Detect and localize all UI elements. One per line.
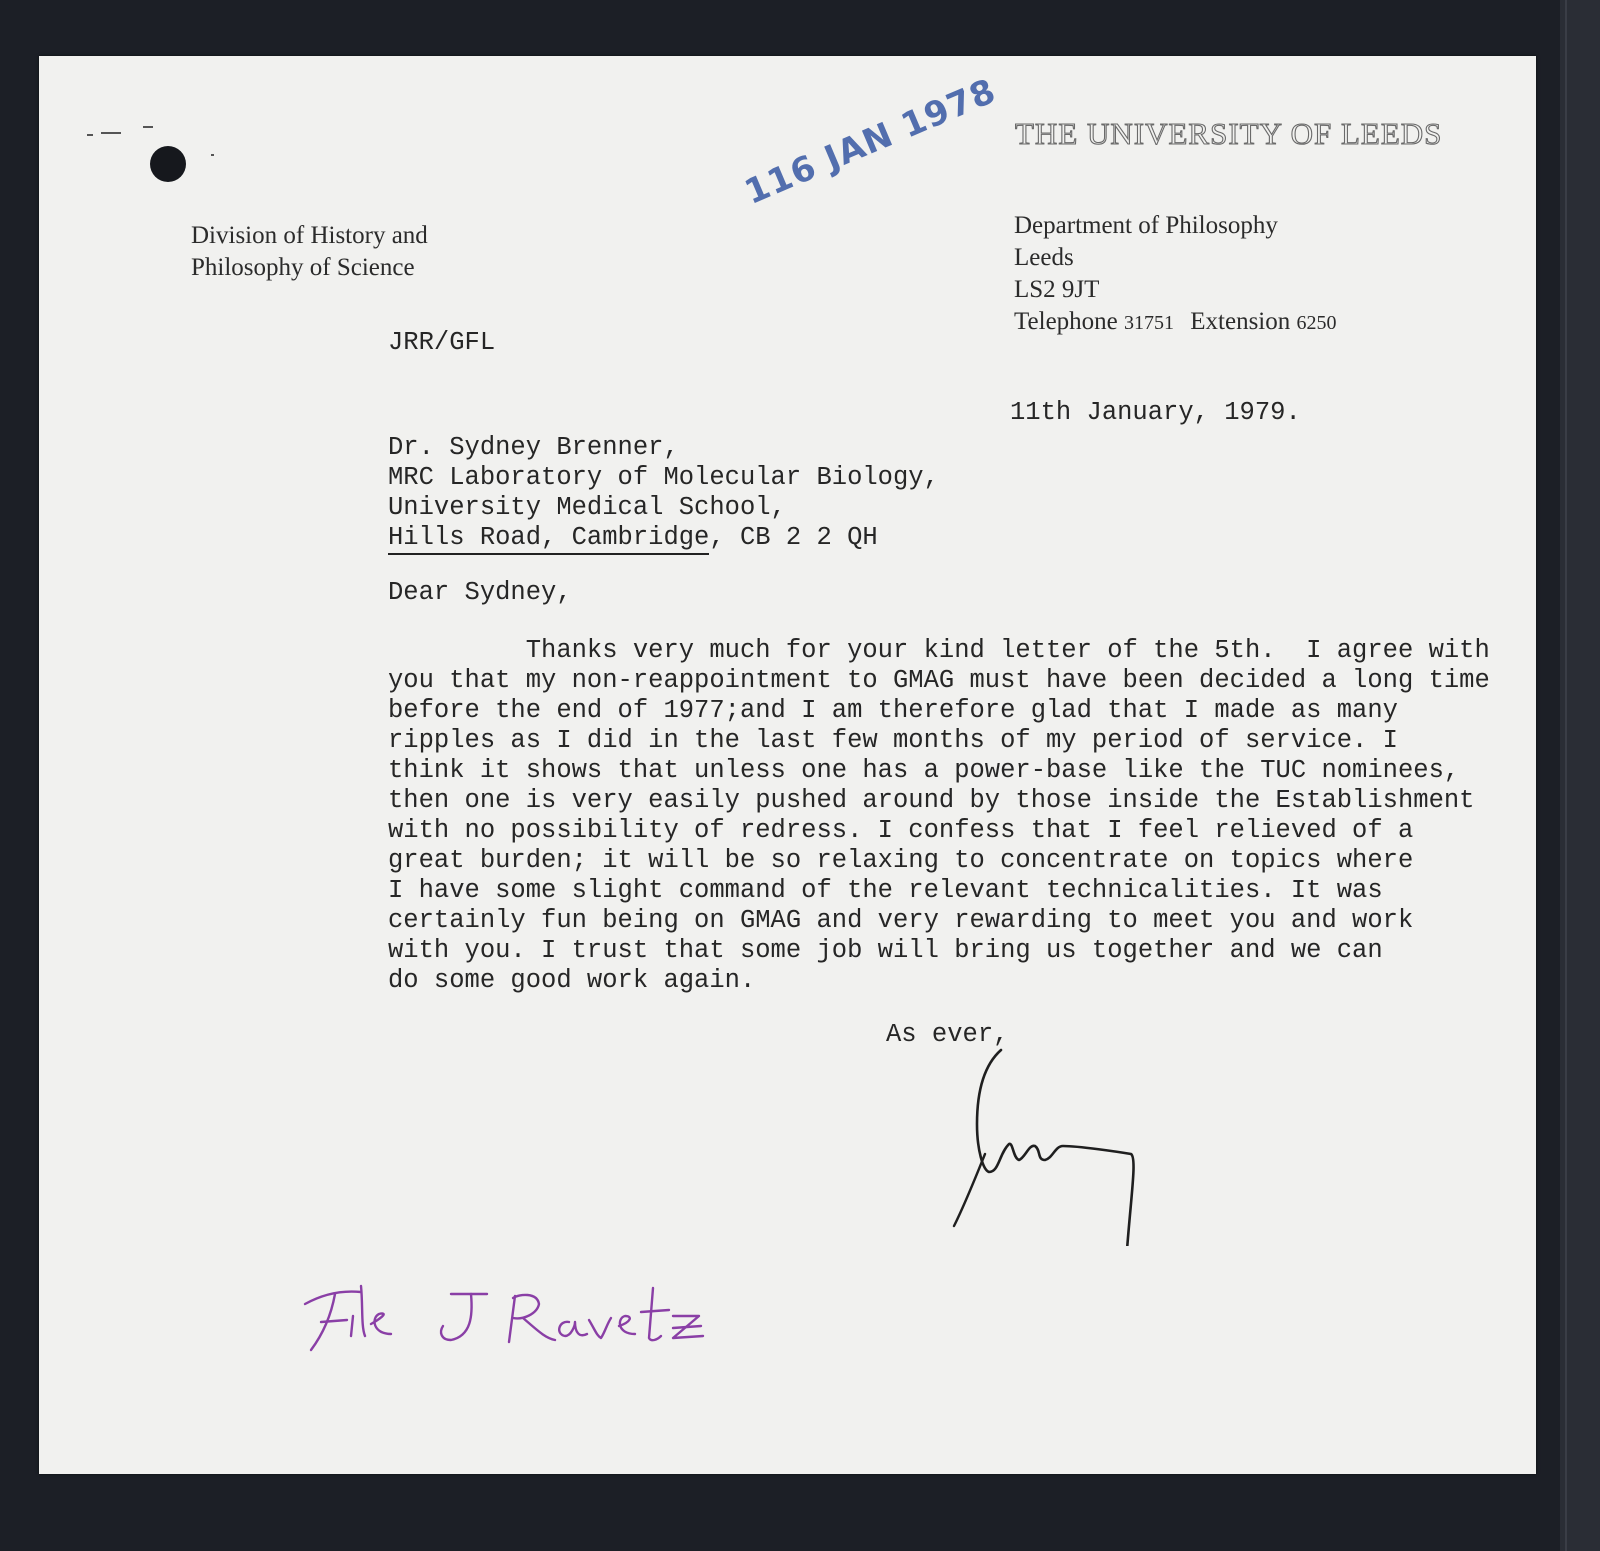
paper-speck bbox=[87, 134, 93, 136]
department-address bbox=[1014, 210, 1337, 339]
letter-closing: As ever, bbox=[886, 1020, 1009, 1049]
body-line: before the end of 1977;and I am therefore glad that I made as many bbox=[388, 696, 1398, 725]
letter-body bbox=[388, 636, 1490, 996]
recipient-institution: University Medical School, bbox=[388, 493, 786, 522]
handwritten-signature bbox=[929, 1046, 1159, 1246]
body-line: think it shows that unless one has a power-base like the TUC nominees, bbox=[388, 756, 1460, 785]
paper-speck bbox=[211, 154, 214, 156]
recipient-organization: MRC Laboratory of Molecular Biology, bbox=[388, 463, 939, 492]
department-postcode: LS2 9JT bbox=[1014, 276, 1100, 303]
body-line: do some good work again. bbox=[388, 966, 756, 995]
recipient-street-city: Hills Road, Cambridge bbox=[388, 523, 709, 555]
extension-number: 6250 bbox=[1296, 312, 1337, 334]
department-name: Department of Philosophy bbox=[1014, 212, 1278, 239]
backdrop-line bbox=[1565, 0, 1567, 1551]
body-line: I have some slight command of the relevant technicalities. It was bbox=[388, 876, 1383, 905]
extension-label: Extension bbox=[1190, 308, 1291, 335]
recipient-street-line bbox=[388, 523, 939, 553]
body-line: great burden; it will be so relaxing to concentrate on topics where bbox=[388, 846, 1414, 875]
body-line: ripples as I did in the last few months of my period of service. I bbox=[388, 726, 1398, 755]
letter-reference: JRR/GFL bbox=[388, 328, 496, 357]
received-date-stamp: 116 JAN 1978 bbox=[739, 71, 1002, 213]
recipient-postcode: , CB 2 2 QH bbox=[709, 523, 878, 552]
paper-speck bbox=[143, 126, 153, 128]
letter-date: 11th January, 1979. bbox=[1010, 398, 1301, 427]
body-line: then one is very easily pushed around by those inside the Establishment bbox=[388, 786, 1475, 815]
body-line: Thanks very much for your kind letter of the 5th. I agree with bbox=[388, 636, 1490, 665]
department-telephone bbox=[1014, 306, 1337, 339]
letter-page bbox=[39, 56, 1536, 1474]
university-letterhead: THE UNIVERSITY OF LEEDS bbox=[1015, 116, 1443, 151]
paper-speck bbox=[101, 132, 121, 134]
body-line: certainly fun being on GMAG and very rewarding to meet you and work bbox=[388, 906, 1414, 935]
handwritten-file-note bbox=[301, 1276, 721, 1356]
body-line: with you. I trust that some job will bring us together and we can bbox=[388, 936, 1383, 965]
telephone-number: 31751 bbox=[1124, 312, 1175, 334]
recipient-address bbox=[388, 433, 939, 553]
department-city: Leeds bbox=[1014, 244, 1074, 271]
punch-hole bbox=[150, 146, 186, 182]
body-line: you that my non-reappointment to GMAG must have been decided a long time bbox=[388, 666, 1490, 695]
division-line-2: Philosophy of Science bbox=[191, 254, 415, 281]
division-name bbox=[191, 220, 428, 284]
recipient-name: Dr. Sydney Brenner, bbox=[388, 433, 679, 462]
body-line: with no possibility of redress. I confess that I feel relieved of a bbox=[388, 816, 1414, 845]
salutation: Dear Sydney, bbox=[388, 578, 572, 607]
telephone-label: Telephone bbox=[1014, 308, 1118, 335]
division-line-1: Division of History and bbox=[191, 222, 428, 249]
